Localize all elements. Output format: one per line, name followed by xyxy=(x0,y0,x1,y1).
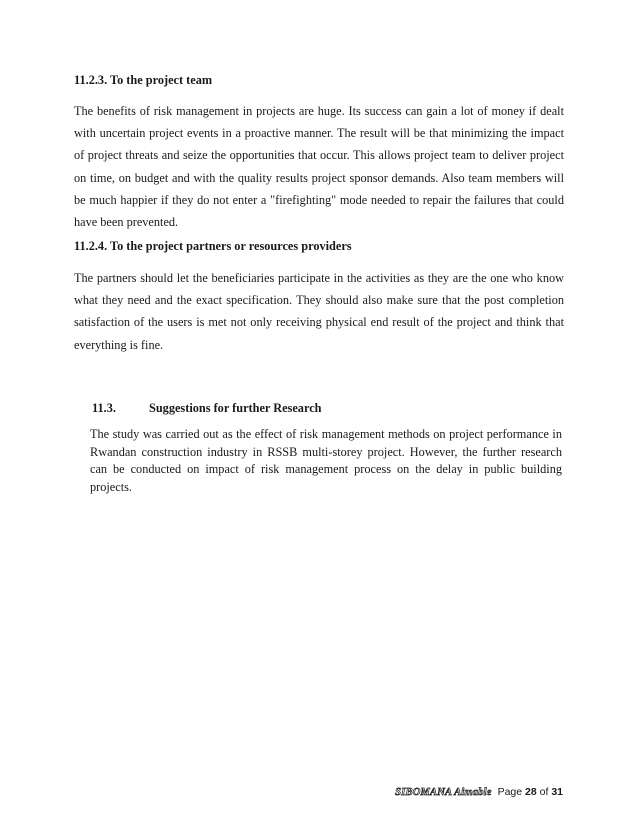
section-11-3-title: Suggestions for further Research xyxy=(149,401,322,415)
footer-page-number: 28 xyxy=(525,786,537,798)
section-11-3-paragraph: The study was carried out as the effect of risk management methods on project performance in Rwandan construction industry in RSSB multi-storey project. However, the further research can be conducted on impact of risk management process on the delay in public building projects. xyxy=(90,427,562,495)
section-11-2-3-paragraph: The benefits of risk management in projects are huge. Its success can gain a lot of money if dealt with uncertain project events in a proactive manner. The result will be that minimizing the impact of project threats and seize the opportunities that occur. This allows project team to deliver project on time, on budget and with the quality results project sponsor demands. Also team members will be much happier if they do not enter a "firefighting" mode needed to repair the failures that could have been prevented. xyxy=(74,104,564,230)
page-footer xyxy=(395,786,563,798)
footer-author: SIBOMANA Aimable xyxy=(395,787,492,798)
footer-total-pages: 31 xyxy=(551,786,563,798)
section-11-2-4-heading: 11.2.4. To the project partners or resources providers xyxy=(74,239,352,253)
section-11-3-number: 11.3. xyxy=(92,401,116,415)
section-11-2-3-heading: 11.2.3. To the project team xyxy=(74,73,213,87)
footer-of-label: of xyxy=(539,786,549,798)
footer-page-label: Page xyxy=(497,786,523,798)
section-11-2-4-paragraph: The partners should let the beneficiaries participate in the activities as they are the one who know what they need and the exact specification. They should also make sure that the post completion satisfaction of the users is met not only receiving physical end result of the project and think that everything is fine. xyxy=(74,271,564,352)
